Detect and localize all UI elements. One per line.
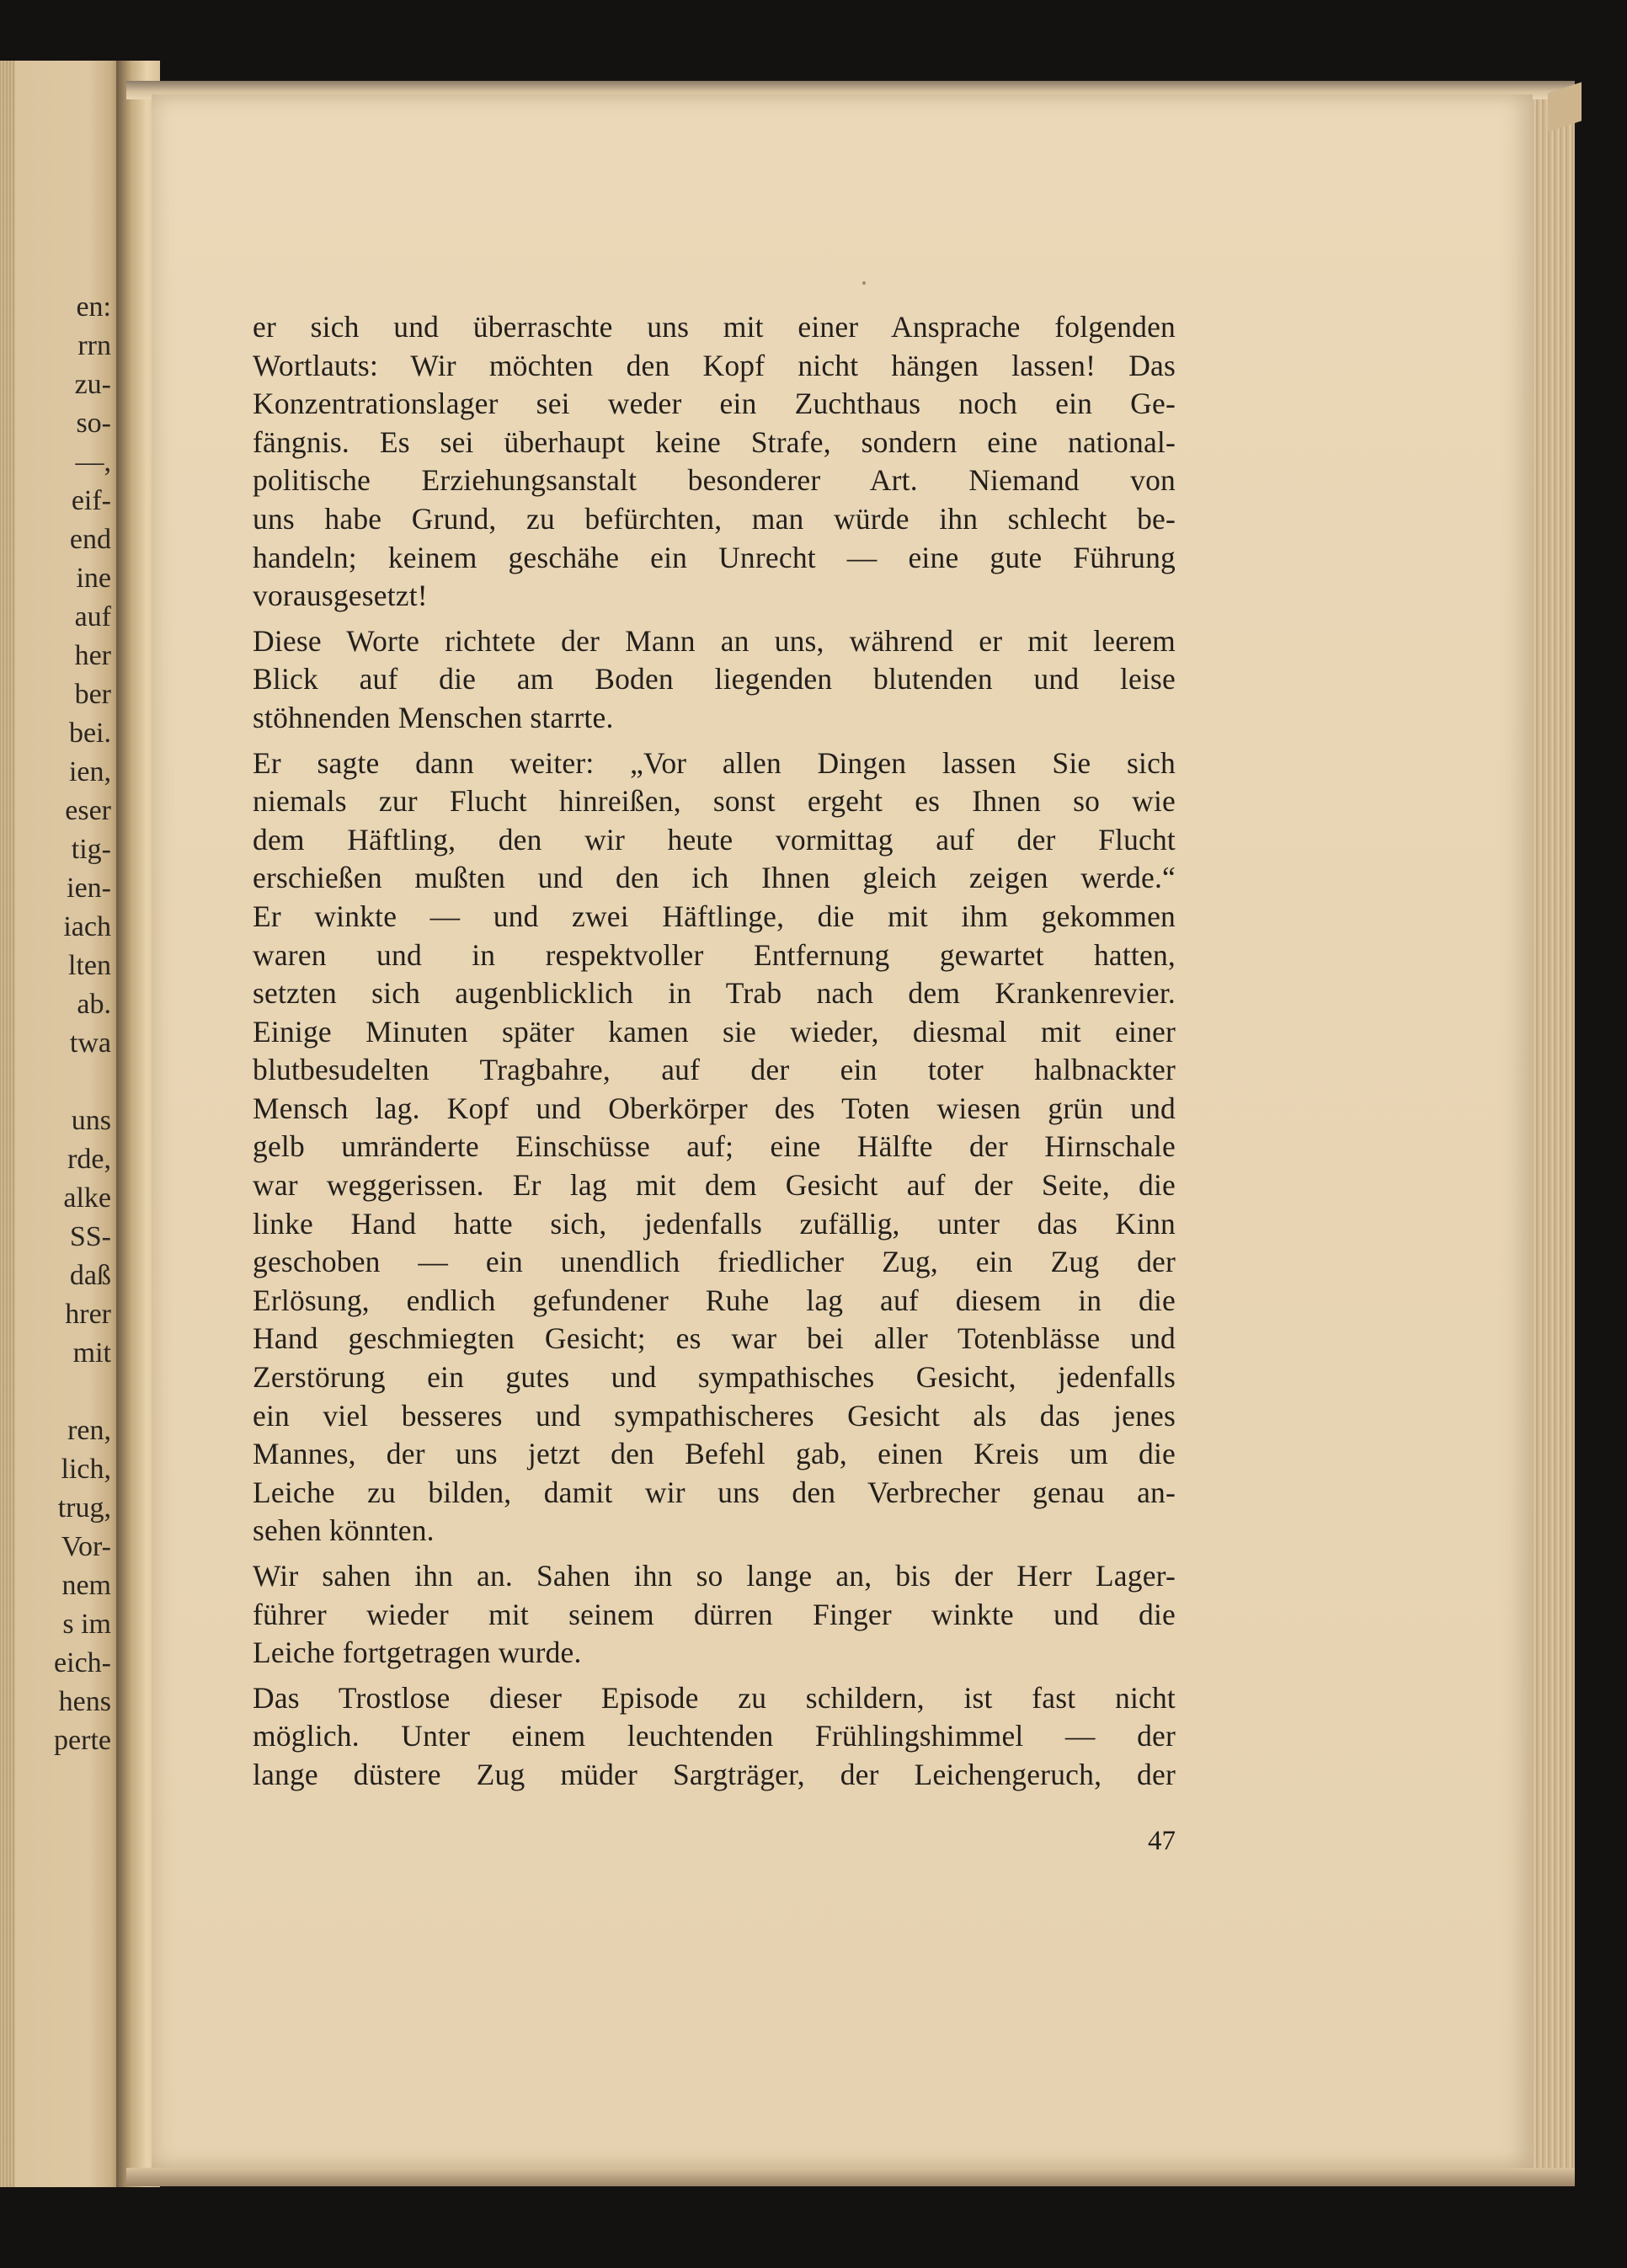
left-page-fragment: eif- xyxy=(71,485,111,516)
left-page-fragment: lten xyxy=(68,950,111,981)
left-page-fragment: perte xyxy=(54,1725,111,1756)
text-line: politische Erziehungsanstalt besonderer Art. Niemand von xyxy=(253,463,1176,498)
left-page-fragment: lich, xyxy=(61,1454,111,1485)
left-page-fragment: hens xyxy=(58,1686,111,1717)
left-page-fragment: ren, xyxy=(67,1415,111,1446)
left-page-fragment: rde, xyxy=(67,1144,111,1175)
text-line: Hand geschmiegten Gesicht; es war bei aller Totenblässe und xyxy=(253,1321,1176,1356)
left-page-fragment: s im xyxy=(62,1609,111,1640)
text-line: ein viel besseres und sympathischeres Gesicht als das jenes xyxy=(253,1398,1176,1433)
left-page-fragment: so- xyxy=(76,408,111,439)
left-page xyxy=(0,61,126,2187)
text-line: geschoben — ein unendlich friedlicher Zug, ein Zug der xyxy=(253,1245,1176,1279)
body-text xyxy=(253,308,1176,1801)
paragraph xyxy=(253,1679,1176,1795)
left-page-fragment: en: xyxy=(76,291,111,323)
page-number: 47 xyxy=(1148,1826,1176,1856)
left-page-fragment: daß xyxy=(69,1260,111,1291)
text-line: Er winkte — und zwei Häftlinge, die mit ihm gekommen xyxy=(253,899,1176,933)
text-line: Zerstörung ein gutes und sympathisches Gesicht, jedenfalls xyxy=(253,1360,1176,1395)
text-line: führer wieder mit seinem dürren Finger winkte und die xyxy=(253,1597,1176,1631)
text-line: Mensch lag. Kopf und Oberkörper des Toten wiesen grün und xyxy=(253,1091,1176,1125)
text-line: Konzentrationslager sei weder ein Zuchthaus noch ein Ge- xyxy=(253,387,1176,421)
text-line: Wortlauts: Wir möchten den Kopf nicht hängen lassen! Das xyxy=(253,348,1176,382)
left-page-fragment: iach xyxy=(63,911,111,942)
text-line: Wir sahen ihn an. Sahen ihn so lange an, bis der Herr Lager- xyxy=(253,1559,1176,1593)
text-line: Diese Worte richtete der Mann an uns, während er mit leerem xyxy=(253,623,1176,658)
text-line: sehen könnten. xyxy=(253,1513,435,1548)
left-page-fragment: Vor- xyxy=(61,1531,111,1562)
paper-speck xyxy=(862,281,866,285)
left-page-fragment: mit xyxy=(72,1337,111,1369)
text-line: Blick auf die am Boden liegenden blutenden und leise xyxy=(253,662,1176,696)
text-line: setzten sich augenblicklich in Trab nach dem Krankenrevier. xyxy=(253,976,1176,1011)
text-line: blutbesudelten Tragbahre, auf der ein toter halbnackter xyxy=(253,1053,1176,1087)
left-page-fragment: ien- xyxy=(67,873,111,904)
left-page-fragment: ab. xyxy=(77,989,111,1020)
paragraph xyxy=(253,1557,1176,1673)
text-line: niemals zur Flucht hinreißen, sonst ergeht es Ihnen so wie xyxy=(253,784,1176,819)
text-line: Das Trostlose dieser Episode zu schildern, ist fast nicht xyxy=(253,1680,1176,1715)
text-line: er sich und überraschte uns mit einer Ansprache folgenden xyxy=(253,310,1176,344)
left-page-fragment: alke xyxy=(63,1182,111,1214)
left-page-fragment: twa xyxy=(69,1027,111,1059)
text-line: fängnis. Es sei überhaupt keine Strafe, sondern eine national- xyxy=(253,424,1176,459)
left-page-fragment xyxy=(10,1063,111,1102)
text-line: dem Häftling, den wir heute vormittag auf der Flucht xyxy=(253,822,1176,857)
left-page-fragment: eser xyxy=(65,795,111,826)
left-page-fragment: her xyxy=(74,640,111,671)
text-line: möglich. Unter einem leuchtenden Frühlingshimmel — der xyxy=(253,1719,1176,1753)
left-page-fragment: eich- xyxy=(54,1647,111,1678)
text-line: gelb umränderte Einschüsse auf; eine Hälfte der Hirnschale xyxy=(253,1129,1176,1164)
text-line: Einige Minuten später kamen sie wieder, diesmal mit einer xyxy=(253,1014,1176,1049)
left-page-fragment: end xyxy=(69,524,111,555)
paragraph xyxy=(253,744,1176,1550)
page-fore-edge xyxy=(1533,99,1575,2171)
left-page-fragment: ber xyxy=(74,679,111,710)
text-line: waren und in respektvoller Entfernung gewartet hatten, xyxy=(253,937,1176,972)
text-line: uns habe Grund, zu befürchten, man würde ihn schlecht be- xyxy=(253,501,1176,536)
left-page-fragment: ien, xyxy=(68,756,111,787)
left-page-fragment: bei. xyxy=(68,718,111,749)
left-page-fragment: uns xyxy=(71,1105,111,1136)
text-line: Er sagte dann weiter: „Vor allen Dingen lassen Sie sich xyxy=(253,745,1176,780)
text-line: Leiche zu bilden, damit wir uns den Verbrecher genau an- xyxy=(253,1475,1176,1509)
left-page-fragment: nem xyxy=(61,1570,111,1601)
text-line: Erlösung, endlich gefundener Ruhe lag auf diesem in die xyxy=(253,1283,1176,1317)
left-page-fragment: —, xyxy=(75,446,111,478)
left-page-fragment: ine xyxy=(76,563,111,594)
text-line: handeln; keinem geschähe ein Unrecht — eine gute Führung xyxy=(253,540,1176,574)
paragraph xyxy=(253,308,1176,616)
page-bottom-edge xyxy=(126,2168,1575,2186)
left-page-fragment: hrer xyxy=(65,1299,111,1330)
left-page-fragment xyxy=(10,1373,111,1411)
left-page-fragment: tig- xyxy=(71,834,111,865)
text-line: vorausgesetzt! xyxy=(253,579,428,613)
left-page-text-fragments xyxy=(10,288,111,1760)
left-page-fragment: trug, xyxy=(57,1492,111,1524)
paragraph xyxy=(253,622,1176,738)
left-page-fragment: zu- xyxy=(74,369,111,400)
left-page-fragment: auf xyxy=(74,601,111,632)
left-page-fragment: rrn xyxy=(77,330,111,361)
text-line: Leiche fortgetragen wurde. xyxy=(253,1636,582,1670)
left-page-fragment: SS- xyxy=(69,1221,111,1252)
text-line: linke Hand hatte sich, jedenfalls zufällig, unter das Kinn xyxy=(253,1206,1176,1241)
text-line: Mannes, der uns jetzt den Befehl gab, einen Kreis um die xyxy=(253,1437,1176,1471)
text-line: erschießen mußten und den ich Ihnen gleich zeigen werde.“ xyxy=(253,861,1176,895)
text-line: lange düstere Zug müder Sargträger, der Leichengeruch, der xyxy=(253,1757,1176,1791)
text-line: war weggerissen. Er lag mit dem Gesicht auf der Seite, die xyxy=(253,1168,1176,1203)
text-line: stöhnenden Menschen starrte. xyxy=(253,700,614,734)
